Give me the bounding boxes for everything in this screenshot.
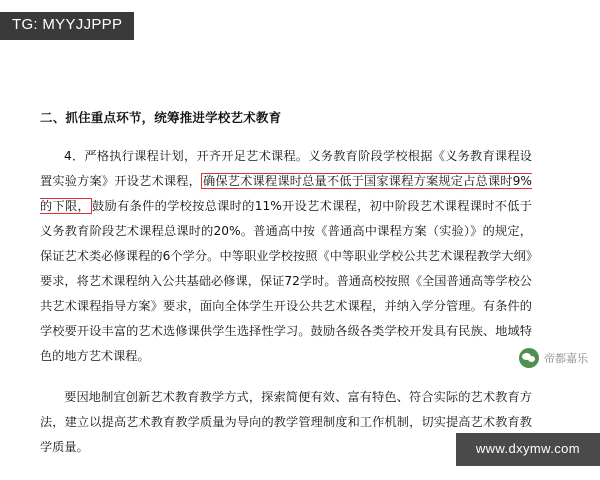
paragraph-text-after-highlight: 鼓励有条件的学校按总课时的11%开设艺术课程，初中阶段艺术课程课时不低于义务教育阶段艺术课程总课时的20%。普通高中按《普通高中课程方案（实验）》的规定，保证艺术类必修课程的6个学分。中等职业学校按照《中等职业学校公共艺术课程教学大纲》要求，将艺术课程纳入公共基础必修课，保证72学时。普通高校按照《全国普通高等学校公共艺术课程指导方案》要求，面向全体学生开设公共艺术课程，并纳入学分管理。有条件的学校要开设丰富的艺术选修课供学生选择性学习。鼓励各级各类学校开发具有民族、地域特色的地方艺术课程。 (40, 199, 532, 363)
wechat-icon (519, 348, 539, 368)
highlighted-text: 确保艺术课程课时总量不低于国家课程方案规定占总课时9%的下限， (40, 174, 532, 213)
document-body (40, 108, 532, 476)
wechat-label: 帝都嘉乐 (544, 352, 588, 365)
telegram-watermark-badge: TG: MYYJJPPP (0, 12, 134, 40)
paragraph-text-before-highlight: 4．严格执行课程计划，开齐开足艺术课程。义务教育阶段学校根据《义务教育课程设置实验方案》开设艺术课程， (40, 149, 532, 188)
section-heading: 二、抓住重点环节，统筹推进学校艺术教育 (40, 110, 282, 125)
wechat-watermark (519, 348, 588, 368)
paragraph-text: 要因地制宜创新艺术教育教学方式，探索简便有效、富有特色、符合实际的艺术教育方法，建立以提高艺术教育教学质量为导向的教学管理制度和工作机制，切实提高艺术教育教学质量。 (40, 390, 532, 454)
site-url-watermark: www.dxymw.com (456, 433, 600, 466)
paragraph-4 (40, 144, 532, 369)
